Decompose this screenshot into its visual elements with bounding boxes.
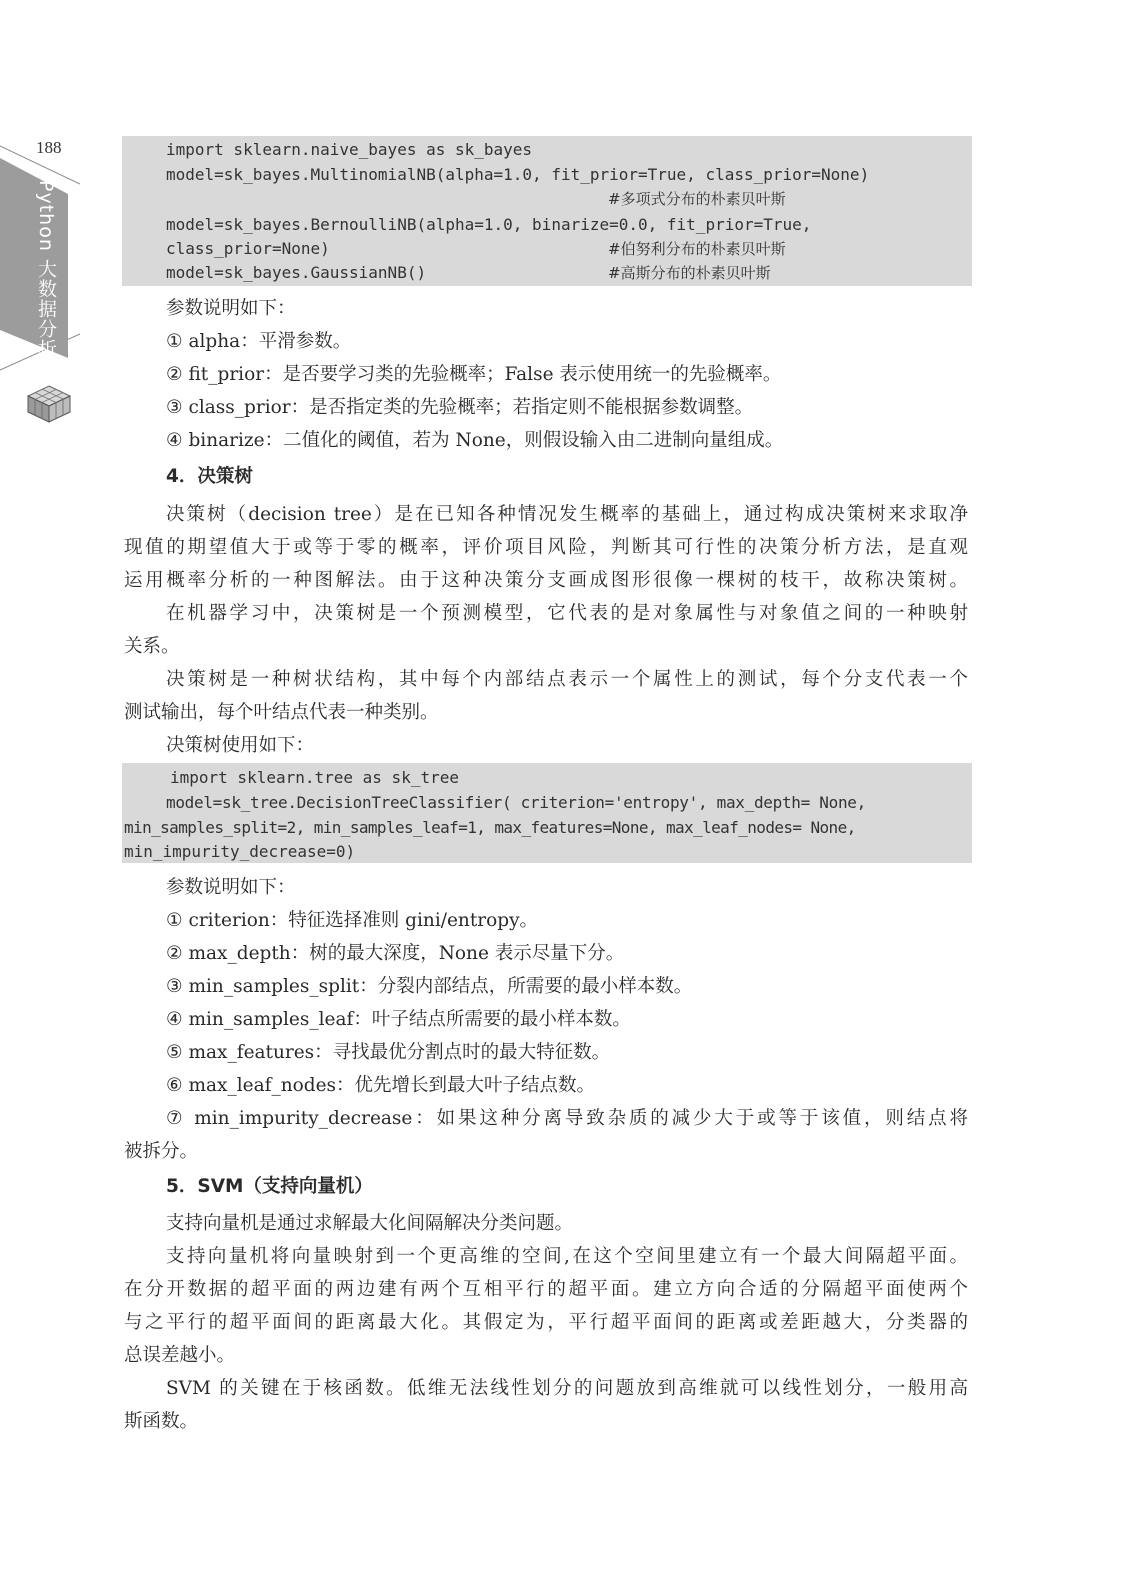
param-item: ④ binarize：二值化的阈值，若为 None，则假设输入由二进制向量组成。: [166, 430, 784, 451]
paragraph-line: SVM 的关键在于核函数。低维无法线性划分的问题放到高维就可以线性划分，一般用高: [166, 1378, 968, 1399]
param-item: ⑥ max_leaf_nodes：优先增长到最大叶子结点数。: [166, 1075, 596, 1096]
code-line: import sklearn.tree as sk_tree: [170, 768, 459, 787]
paragraph-line: 测试输出，每个叶结点代表一种类别。: [124, 702, 439, 723]
param-item: ③ min_samples_split：分裂内部结点，所需要的最小样本数。: [166, 976, 693, 997]
param-item: ② max_depth：树的最大深度，None 表示尽量下分。: [166, 943, 625, 964]
code-comment: #伯努利分布的朴素贝叶斯: [608, 240, 786, 258]
param-item: ② fit_prior：是否要学习类的先验概率；False 表示使用统一的先验概率。: [166, 364, 782, 385]
param-item: ⑦ min_impurity_decrease：如果这种分离导致杂质的减少大于或等于该值，则结点将: [166, 1108, 968, 1129]
paragraph-line: 在机器学习中，决策树是一个预测模型，它代表的是对象属性与对象值之间的一种映射: [166, 603, 968, 624]
paragraph-line: 决策树（decision tree）是在已知各种情况发生概率的基础上，通过构成决策树来求取净: [166, 504, 968, 525]
code-line: class_prior=None): [166, 239, 330, 258]
paragraph-line: 现值的期望值大于或等于零的概率，评价项目风险，判断其可行性的决策分析方法，是直观: [124, 537, 968, 558]
page-number: 188: [36, 138, 62, 157]
section-heading: 5．SVM（支持向量机）: [166, 1176, 373, 1197]
paragraph-line: 总误差越小。: [124, 1345, 236, 1366]
cube-logo-icon: [26, 384, 72, 424]
code-block-decision-tree: [122, 763, 972, 863]
book-title: Python 大数据分析: [35, 180, 57, 359]
paragraph-line: 斯函数。: [124, 1411, 199, 1432]
code-comment: #多项式分布的朴素贝叶斯: [608, 190, 786, 208]
param-item: ① criterion：特征选择准则 gini/entropy。: [166, 910, 539, 931]
paragraph-line: 在分开数据的超平面的两边建有两个互相平行的超平面。建立方向合适的分隔超平面使两个: [124, 1279, 968, 1300]
code-line: min_impurity_decrease=0): [124, 842, 356, 861]
paragraph-line: 决策树使用如下：: [166, 735, 315, 756]
code-line: model=sk_tree.DecisionTreeClassifier( criterion='entropy', max_depth= None,: [166, 793, 866, 812]
param-item: ④ min_samples_leaf：叶子结点所需要的最小样本数。: [166, 1009, 631, 1030]
param-item: ① alpha：平滑参数。: [166, 331, 352, 352]
paragraph-line: 关系。: [124, 636, 180, 657]
paragraph-line: 与之平行的超平面间的距离最大化。其假定为，平行超平面间的距离或差距越大，分类器的: [124, 1312, 968, 1333]
param-item-continuation: 被拆分。: [124, 1141, 199, 1162]
paragraph-line: 支持向量机是通过求解最大化间隔解决分类问题。: [166, 1213, 574, 1234]
code-block-naive-bayes: [122, 136, 972, 286]
param-item: ⑤ max_features：寻找最优分割点时的最大特征数。: [166, 1042, 611, 1063]
code-line: import sklearn.naive_bayes as sk_bayes: [166, 140, 533, 159]
paragraph-line: 运用概率分析的一种图解法。由于这种决策分支画成图形很像一棵树的枝干，故称决策树。: [124, 570, 968, 591]
section-heading: 4．决策树: [166, 466, 253, 487]
code-line: model=sk_bayes.GaussianNB(): [166, 263, 427, 282]
params-intro: 参数说明如下：: [166, 298, 296, 319]
code-line: model=sk_bayes.BernoulliNB(alpha=1.0, binarize=0.0, fit_prior=True,: [166, 215, 812, 234]
code-comment: #高斯分布的朴素贝叶斯: [608, 264, 771, 282]
param-item: ③ class_prior：是否指定类的先验概率；若指定则不能根据参数调整。: [166, 397, 754, 418]
code-line: model=sk_bayes.MultinomialNB(alpha=1.0, fit_prior=True, class_prior=None): [166, 165, 870, 184]
code-line: min_samples_split=2, min_samples_leaf=1, max_features=None, max_leaf_nodes= None,: [124, 818, 856, 837]
paragraph-line: 支持向量机将向量映射到一个更高维的空间,在这个空间里建立有一个最大间隔超平面。: [166, 1246, 968, 1267]
paragraph-line: 决策树是一种树状结构，其中每个内部结点表示一个属性上的测试，每个分支代表一个: [166, 669, 968, 690]
params-intro: 参数说明如下：: [166, 877, 296, 898]
